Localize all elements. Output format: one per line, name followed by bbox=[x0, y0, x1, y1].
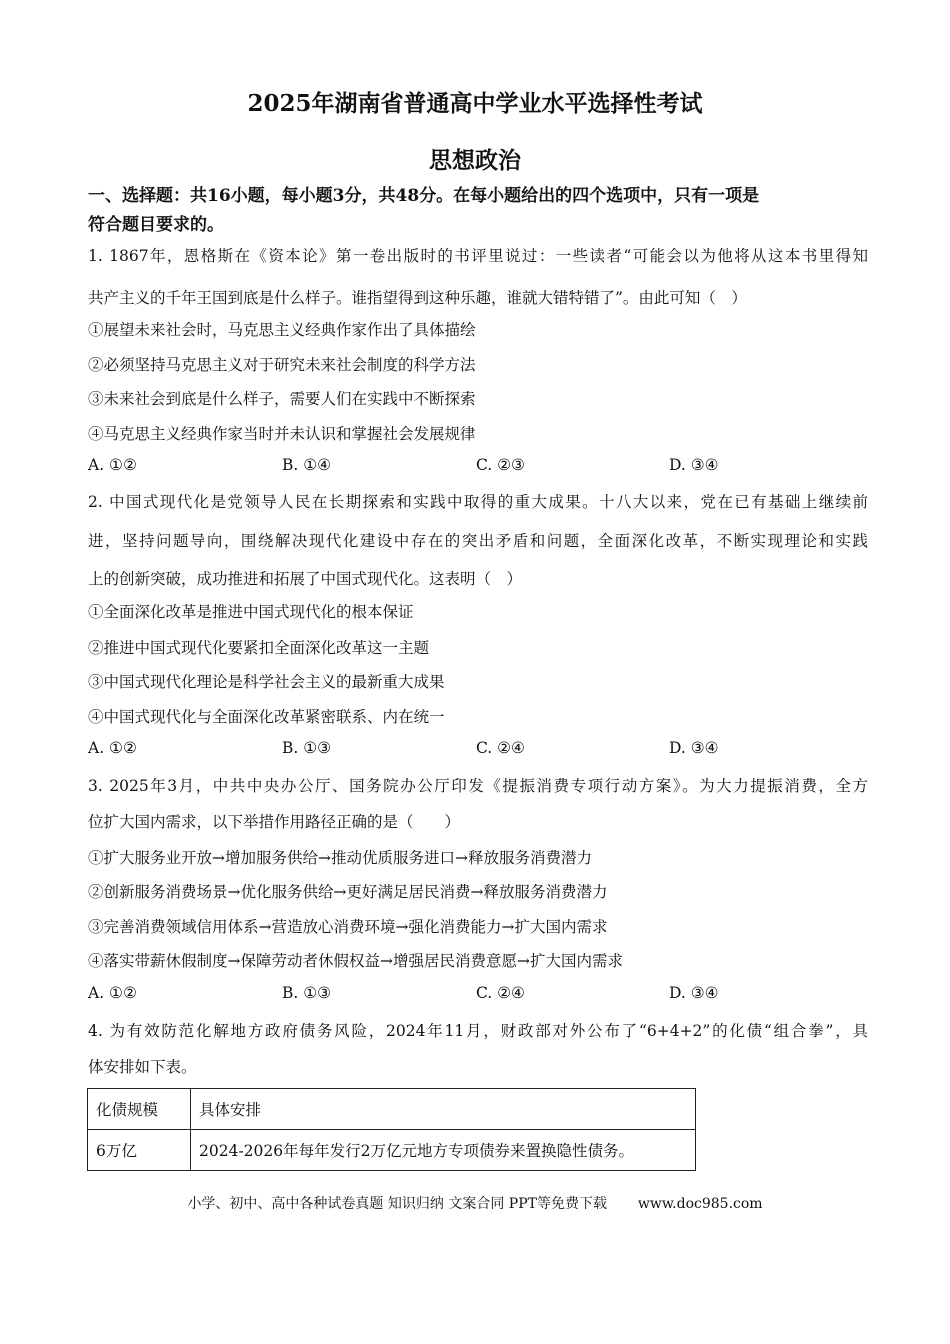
q2-stem-line-1: 2. 中国式现代化是党领导人民在长期探索和实践中取得的重大成果。十八大以来，党在已有基础上继续前 bbox=[88, 493, 868, 511]
q1-option-d[interactable]: D. ③④ bbox=[669, 456, 719, 474]
q3-stem-line-1: 3. 2025年3月，中共中央办公厅、国务院办公厅印发《提振消费专项行动方案》。为大力提振消费，全方 bbox=[88, 777, 868, 795]
q2-item-3: ③中国式现代化理论是科学社会主义的最新重大成果 bbox=[88, 673, 445, 691]
q3-item-1: ①扩大服务业开放→增加服务供给→推动优质服务进口→释放服务消费潜力 bbox=[88, 849, 592, 867]
q3-option-d[interactable]: D. ③④ bbox=[669, 984, 719, 1002]
q2-stem-line-2: 进，坚持问题导向，围绕解决现代化建设中存在的突出矛盾和问题，全面深化改革，不断实现理论和实践 bbox=[88, 532, 868, 550]
q2-option-a[interactable]: A. ①② bbox=[88, 739, 137, 757]
table-header-row bbox=[88, 1089, 696, 1130]
section-heading-line-2: 符合题目要求的。 bbox=[88, 215, 224, 235]
q2-item-2: ②推进中国式现代化要紧扣全面深化改革这一主题 bbox=[88, 639, 430, 657]
q2-option-b[interactable]: B. ①③ bbox=[282, 739, 332, 757]
q3-item-2: ②创新服务消费场景→优化服务供给→更好满足居民消费→释放服务消费潜力 bbox=[88, 883, 608, 901]
q2-option-d[interactable]: D. ③④ bbox=[669, 739, 719, 757]
q1-option-a[interactable]: A. ①② bbox=[88, 456, 137, 474]
table-header-cell: 具体安排 bbox=[191, 1089, 696, 1130]
table-cell: 6万亿 bbox=[88, 1130, 191, 1171]
section-heading-line-1: 一、选择题：共16小题，每小题3分，共48分。在每小题给出的四个选项中，只有一项是 bbox=[88, 186, 760, 206]
q1-stem-line-2: 共产主义的千年王国到底是什么样子。谁指望得到这种乐趣，谁就大错特错了”。由此可知（ ） bbox=[88, 289, 747, 307]
q4-stem-line-1: 4. 为有效防范化解地方政府债务风险，2024年11月，财政部对外公布了“6+4+2”的化债“组合拳”，具 bbox=[88, 1022, 868, 1040]
section-heading bbox=[88, 182, 868, 240]
table-cell: 2024-2026年每年发行2万亿元地方专项债券来置换隐性债务。 bbox=[191, 1130, 696, 1171]
q4-stem-line-2: 体安排如下表。 bbox=[88, 1058, 197, 1076]
q1-item-3: ③未来社会到底是什么样子，需要人们在实践中不断探索 bbox=[88, 390, 476, 408]
q1-item-4: ④马克思主义经典作家当时并未认识和掌握社会发展规律 bbox=[88, 425, 476, 443]
q3-item-3: ③完善消费领域信用体系→营造放心消费环境→强化消费能力→扩大国内需求 bbox=[88, 918, 608, 936]
page-footer bbox=[0, 1193, 950, 1213]
footer-text: 小学、初中、高中各种试卷真题 知识归纳 文案合同 PPT等免费下载 bbox=[187, 1196, 607, 1212]
exam-title: 2025年湖南省普通高中学业水平选择性考试 bbox=[247, 90, 703, 117]
q3-item-4: ④落实带薪休假制度→保障劳动者休假权益→增强居民消费意愿→扩大国内需求 bbox=[88, 952, 623, 970]
exam-subject: 思想政治 bbox=[429, 147, 521, 174]
q1-stem-line-1: 1. 1867年，恩格斯在《资本论》第一卷出版时的书评里说过：一些读者“可能会以为他将从这本书里得知 bbox=[88, 247, 868, 265]
q1-option-c[interactable]: C. ②③ bbox=[476, 456, 525, 474]
q2-item-4: ④中国式现代化与全面深化改革紧密联系、内在统一 bbox=[88, 708, 445, 726]
q2-item-1: ①全面深化改革是推进中国式现代化的根本保证 bbox=[88, 603, 414, 621]
q3-option-c[interactable]: C. ②④ bbox=[476, 984, 525, 1002]
footer-url-link[interactable]: www.doc985.com bbox=[637, 1196, 763, 1212]
q2-stem-line-3: 上的创新突破，成功推进和拓展了中国式现代化。这表明（ ） bbox=[88, 570, 523, 588]
q3-option-a[interactable]: A. ①② bbox=[88, 984, 137, 1002]
q1-item-1: ①展望未来社会时，马克思主义经典作家作出了具体描绘 bbox=[88, 321, 476, 339]
q1-item-2: ②必须坚持马克思主义对于研究未来社会制度的科学方法 bbox=[88, 356, 476, 374]
debt-plan-table bbox=[87, 1088, 696, 1171]
q3-option-b[interactable]: B. ①③ bbox=[282, 984, 332, 1002]
table-header-cell: 化债规模 bbox=[88, 1089, 191, 1130]
q3-stem-line-2: 位扩大国内需求，以下举措作用路径正确的是（ ） bbox=[88, 813, 461, 831]
q1-option-b[interactable]: B. ①④ bbox=[282, 456, 332, 474]
table-row bbox=[88, 1130, 696, 1171]
q2-option-c[interactable]: C. ②④ bbox=[476, 739, 525, 757]
